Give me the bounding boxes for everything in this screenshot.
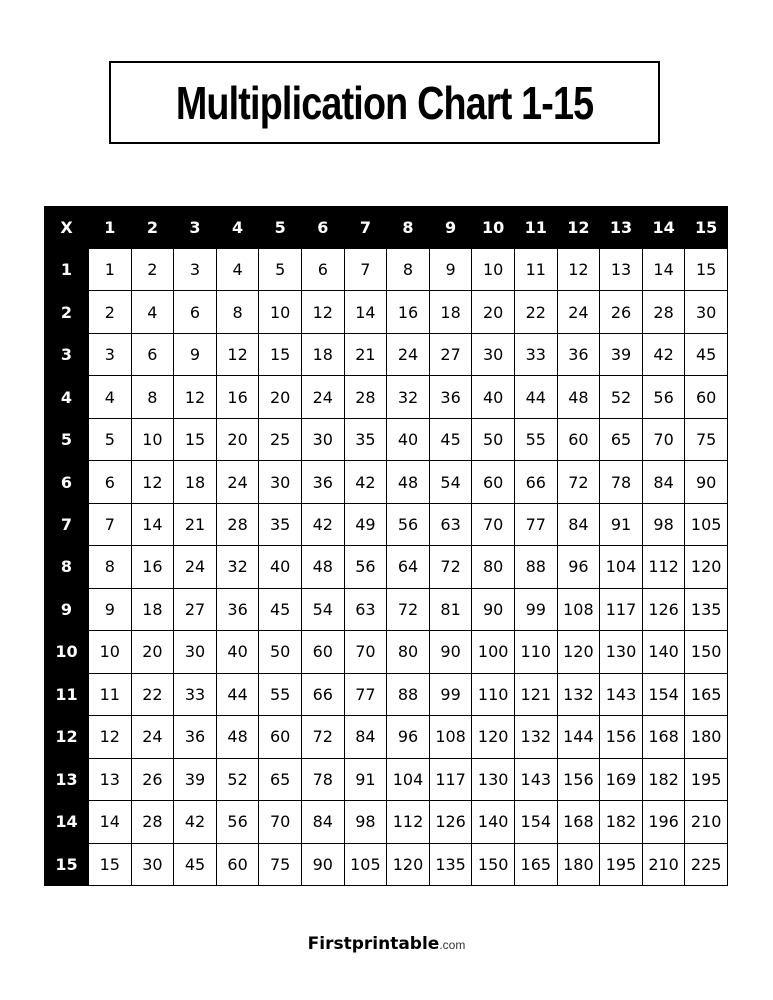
table-cell: 168 <box>642 715 685 757</box>
row-header: 5 <box>44 418 88 460</box>
table-cell: 18 <box>301 333 344 375</box>
column-header: 12 <box>557 206 600 248</box>
table-cell: 49 <box>344 503 387 545</box>
table-cell: 22 <box>514 290 557 332</box>
table-cell: 56 <box>344 545 387 587</box>
column-header: 10 <box>471 206 514 248</box>
table-cell: 30 <box>131 843 174 885</box>
table-cell: 65 <box>258 758 301 800</box>
table-cell: 44 <box>514 375 557 417</box>
row-header: 9 <box>44 588 88 630</box>
table-cell: 180 <box>684 715 727 757</box>
table-cell: 21 <box>344 333 387 375</box>
table-cell: 108 <box>557 588 600 630</box>
table-cell: 120 <box>684 545 727 587</box>
table-cell: 88 <box>514 545 557 587</box>
table-cell: 84 <box>344 715 387 757</box>
table-cell: 78 <box>301 758 344 800</box>
table-cell: 60 <box>258 715 301 757</box>
table-cell: 56 <box>386 503 429 545</box>
table-cell: 84 <box>557 503 600 545</box>
table-cell: 24 <box>386 333 429 375</box>
title-box <box>109 61 660 144</box>
table-cell: 10 <box>88 630 131 672</box>
table-cell: 2 <box>131 248 174 290</box>
table-cell: 210 <box>684 800 727 842</box>
table-cell: 63 <box>344 588 387 630</box>
table-cell: 91 <box>344 758 387 800</box>
table-cell: 15 <box>88 843 131 885</box>
table-cell: 104 <box>386 758 429 800</box>
table-cell: 10 <box>471 248 514 290</box>
table-cell: 18 <box>173 460 216 502</box>
table-cell: 30 <box>684 290 727 332</box>
column-header: 9 <box>429 206 472 248</box>
table-cell: 10 <box>258 290 301 332</box>
table-cell: 54 <box>429 460 472 502</box>
column-header: 7 <box>344 206 387 248</box>
table-cell: 90 <box>684 460 727 502</box>
table-cell: 6 <box>131 333 174 375</box>
table-cell: 104 <box>599 545 642 587</box>
table-cell: 36 <box>429 375 472 417</box>
table-cell: 182 <box>599 800 642 842</box>
table-cell: 7 <box>344 248 387 290</box>
footer-domain: .com <box>439 938 466 952</box>
table-cell: 25 <box>258 418 301 460</box>
corner-label: X <box>44 206 88 248</box>
table-cell: 112 <box>642 545 685 587</box>
table-cell: 48 <box>386 460 429 502</box>
table-cell: 72 <box>557 460 600 502</box>
table-cell: 70 <box>471 503 514 545</box>
table-cell: 65 <box>599 418 642 460</box>
table-cell: 1 <box>88 248 131 290</box>
table-cell: 12 <box>557 248 600 290</box>
table-cell: 14 <box>344 290 387 332</box>
table-cell: 90 <box>301 843 344 885</box>
table-cell: 105 <box>344 843 387 885</box>
table-cell: 96 <box>557 545 600 587</box>
table-cell: 77 <box>514 503 557 545</box>
table-cell: 6 <box>88 460 131 502</box>
table-cell: 156 <box>599 715 642 757</box>
table-cell: 36 <box>557 333 600 375</box>
table-cell: 4 <box>131 290 174 332</box>
table-cell: 110 <box>471 673 514 715</box>
table-cell: 45 <box>684 333 727 375</box>
table-cell: 132 <box>557 673 600 715</box>
table-cell: 117 <box>429 758 472 800</box>
table-cell: 20 <box>258 375 301 417</box>
table-cell: 30 <box>173 630 216 672</box>
table-cell: 72 <box>301 715 344 757</box>
table-cell: 90 <box>471 588 514 630</box>
table-cell: 50 <box>258 630 301 672</box>
column-header: 13 <box>599 206 642 248</box>
table-cell: 40 <box>258 545 301 587</box>
column-header: 8 <box>386 206 429 248</box>
column-header: 4 <box>216 206 259 248</box>
table-cell: 27 <box>173 588 216 630</box>
row-header: 7 <box>44 503 88 545</box>
table-cell: 12 <box>173 375 216 417</box>
table-cell: 28 <box>642 290 685 332</box>
table-cell: 72 <box>386 588 429 630</box>
table-cell: 70 <box>258 800 301 842</box>
column-header: 3 <box>173 206 216 248</box>
table-cell: 16 <box>216 375 259 417</box>
row-header: 11 <box>44 673 88 715</box>
table-cell: 120 <box>557 630 600 672</box>
table-cell: 56 <box>642 375 685 417</box>
table-cell: 180 <box>557 843 600 885</box>
table-cell: 80 <box>471 545 514 587</box>
table-cell: 56 <box>216 800 259 842</box>
table-cell: 169 <box>599 758 642 800</box>
page-title: Multiplication Chart 1-15 <box>175 76 594 129</box>
table-cell: 48 <box>301 545 344 587</box>
table-cell: 9 <box>173 333 216 375</box>
table-cell: 72 <box>429 545 472 587</box>
table-cell: 168 <box>557 800 600 842</box>
table-cell: 60 <box>216 843 259 885</box>
table-cell: 98 <box>642 503 685 545</box>
column-header: 14 <box>642 206 685 248</box>
table-cell: 30 <box>471 333 514 375</box>
table-cell: 54 <box>301 588 344 630</box>
table-cell: 10 <box>131 418 174 460</box>
table-cell: 150 <box>684 630 727 672</box>
table-cell: 120 <box>471 715 514 757</box>
table-cell: 28 <box>344 375 387 417</box>
table-cell: 48 <box>557 375 600 417</box>
table-cell: 16 <box>386 290 429 332</box>
table-cell: 8 <box>131 375 174 417</box>
multiplication-table <box>44 206 728 886</box>
table-cell: 75 <box>258 843 301 885</box>
table-cell: 14 <box>642 248 685 290</box>
table-cell: 110 <box>514 630 557 672</box>
row-header: 4 <box>44 375 88 417</box>
table-cell: 126 <box>429 800 472 842</box>
table-cell: 75 <box>684 418 727 460</box>
column-header: 1 <box>88 206 131 248</box>
table-cell: 50 <box>471 418 514 460</box>
table-cell: 4 <box>216 248 259 290</box>
table-cell: 60 <box>471 460 514 502</box>
table-cell: 42 <box>301 503 344 545</box>
table-cell: 35 <box>344 418 387 460</box>
table-cell: 40 <box>471 375 514 417</box>
table-cell: 8 <box>386 248 429 290</box>
row-header: 12 <box>44 715 88 757</box>
table-cell: 14 <box>131 503 174 545</box>
table-cell: 2 <box>88 290 131 332</box>
table-cell: 36 <box>216 588 259 630</box>
table-cell: 60 <box>684 375 727 417</box>
table-cell: 4 <box>88 375 131 417</box>
row-header: 14 <box>44 800 88 842</box>
table-cell: 18 <box>131 588 174 630</box>
table-cell: 60 <box>301 630 344 672</box>
table-cell: 20 <box>216 418 259 460</box>
table-cell: 9 <box>429 248 472 290</box>
table-cell: 20 <box>131 630 174 672</box>
table-cell: 13 <box>88 758 131 800</box>
table-cell: 32 <box>386 375 429 417</box>
table-cell: 150 <box>471 843 514 885</box>
table-cell: 39 <box>599 333 642 375</box>
table-cell: 63 <box>429 503 472 545</box>
table-cell: 24 <box>301 375 344 417</box>
table-cell: 32 <box>216 545 259 587</box>
table-cell: 33 <box>514 333 557 375</box>
row-header: 8 <box>44 545 88 587</box>
table-cell: 144 <box>557 715 600 757</box>
table-cell: 28 <box>131 800 174 842</box>
table-cell: 8 <box>88 545 131 587</box>
table-cell: 12 <box>216 333 259 375</box>
table-cell: 11 <box>514 248 557 290</box>
row-header: 1 <box>44 248 88 290</box>
table-cell: 84 <box>301 800 344 842</box>
table-cell: 154 <box>514 800 557 842</box>
table-cell: 24 <box>216 460 259 502</box>
table-cell: 52 <box>216 758 259 800</box>
table-cell: 66 <box>514 460 557 502</box>
table-cell: 70 <box>344 630 387 672</box>
table-cell: 33 <box>173 673 216 715</box>
table-cell: 108 <box>429 715 472 757</box>
table-cell: 3 <box>173 248 216 290</box>
table-cell: 182 <box>642 758 685 800</box>
table-cell: 40 <box>216 630 259 672</box>
column-header: 11 <box>514 206 557 248</box>
table-cell: 12 <box>301 290 344 332</box>
row-header: 3 <box>44 333 88 375</box>
table-cell: 35 <box>258 503 301 545</box>
table-cell: 90 <box>429 630 472 672</box>
table-cell: 165 <box>684 673 727 715</box>
table-cell: 6 <box>173 290 216 332</box>
table-cell: 143 <box>514 758 557 800</box>
row-header: 2 <box>44 290 88 332</box>
table-cell: 55 <box>514 418 557 460</box>
table-cell: 140 <box>471 800 514 842</box>
table-cell: 11 <box>88 673 131 715</box>
table-cell: 42 <box>173 800 216 842</box>
table-cell: 195 <box>684 758 727 800</box>
row-header: 6 <box>44 460 88 502</box>
table-cell: 99 <box>514 588 557 630</box>
column-header: 6 <box>301 206 344 248</box>
table-cell: 60 <box>557 418 600 460</box>
table-cell: 12 <box>131 460 174 502</box>
table-cell: 42 <box>344 460 387 502</box>
table-cell: 105 <box>684 503 727 545</box>
table-cell: 126 <box>642 588 685 630</box>
table-cell: 26 <box>131 758 174 800</box>
table-cell: 66 <box>301 673 344 715</box>
row-header: 10 <box>44 630 88 672</box>
table-cell: 30 <box>301 418 344 460</box>
column-header: 15 <box>684 206 727 248</box>
table-cell: 78 <box>599 460 642 502</box>
table-cell: 130 <box>471 758 514 800</box>
table-cell: 98 <box>344 800 387 842</box>
table-cell: 195 <box>599 843 642 885</box>
table-cell: 8 <box>216 290 259 332</box>
table-cell: 88 <box>386 673 429 715</box>
table-cell: 26 <box>599 290 642 332</box>
table-cell: 132 <box>514 715 557 757</box>
table-cell: 135 <box>684 588 727 630</box>
table-cell: 24 <box>557 290 600 332</box>
table-cell: 28 <box>216 503 259 545</box>
table-cell: 16 <box>131 545 174 587</box>
footer <box>0 934 773 954</box>
table-cell: 15 <box>173 418 216 460</box>
table-cell: 14 <box>88 800 131 842</box>
table-cell: 36 <box>301 460 344 502</box>
table-cell: 39 <box>173 758 216 800</box>
table-cell: 130 <box>599 630 642 672</box>
table-cell: 18 <box>429 290 472 332</box>
table-cell: 27 <box>429 333 472 375</box>
table-cell: 84 <box>642 460 685 502</box>
table-cell: 196 <box>642 800 685 842</box>
table-cell: 156 <box>557 758 600 800</box>
table-cell: 6 <box>301 248 344 290</box>
column-header: 2 <box>131 206 174 248</box>
column-header: 5 <box>258 206 301 248</box>
row-header: 15 <box>44 843 88 885</box>
table-cell: 210 <box>642 843 685 885</box>
table-cell: 21 <box>173 503 216 545</box>
table-cell: 81 <box>429 588 472 630</box>
table-cell: 5 <box>258 248 301 290</box>
table-cell: 15 <box>258 333 301 375</box>
table-cell: 36 <box>173 715 216 757</box>
table-cell: 24 <box>173 545 216 587</box>
table-cell: 77 <box>344 673 387 715</box>
table-cell: 99 <box>429 673 472 715</box>
table-cell: 143 <box>599 673 642 715</box>
table-cell: 225 <box>684 843 727 885</box>
row-header: 13 <box>44 758 88 800</box>
table-cell: 20 <box>471 290 514 332</box>
table-cell: 45 <box>258 588 301 630</box>
table-cell: 70 <box>642 418 685 460</box>
table-cell: 91 <box>599 503 642 545</box>
table-cell: 3 <box>88 333 131 375</box>
table-cell: 154 <box>642 673 685 715</box>
table-cell: 44 <box>216 673 259 715</box>
table-cell: 5 <box>88 418 131 460</box>
table-cell: 165 <box>514 843 557 885</box>
table-cell: 96 <box>386 715 429 757</box>
table-cell: 48 <box>216 715 259 757</box>
table-cell: 22 <box>131 673 174 715</box>
table-cell: 80 <box>386 630 429 672</box>
table-cell: 9 <box>88 588 131 630</box>
table-cell: 100 <box>471 630 514 672</box>
table-cell: 30 <box>258 460 301 502</box>
table-cell: 140 <box>642 630 685 672</box>
table-cell: 15 <box>684 248 727 290</box>
table-cell: 12 <box>88 715 131 757</box>
table-cell: 45 <box>173 843 216 885</box>
table-cell: 112 <box>386 800 429 842</box>
table-cell: 13 <box>599 248 642 290</box>
table-cell: 135 <box>429 843 472 885</box>
table-cell: 120 <box>386 843 429 885</box>
table-cell: 117 <box>599 588 642 630</box>
table-cell: 24 <box>131 715 174 757</box>
table-cell: 7 <box>88 503 131 545</box>
table-cell: 52 <box>599 375 642 417</box>
table-cell: 64 <box>386 545 429 587</box>
footer-brand: Firstprintable <box>307 934 440 954</box>
table-cell: 55 <box>258 673 301 715</box>
table-cell: 45 <box>429 418 472 460</box>
table-cell: 121 <box>514 673 557 715</box>
table-cell: 40 <box>386 418 429 460</box>
table-cell: 42 <box>642 333 685 375</box>
